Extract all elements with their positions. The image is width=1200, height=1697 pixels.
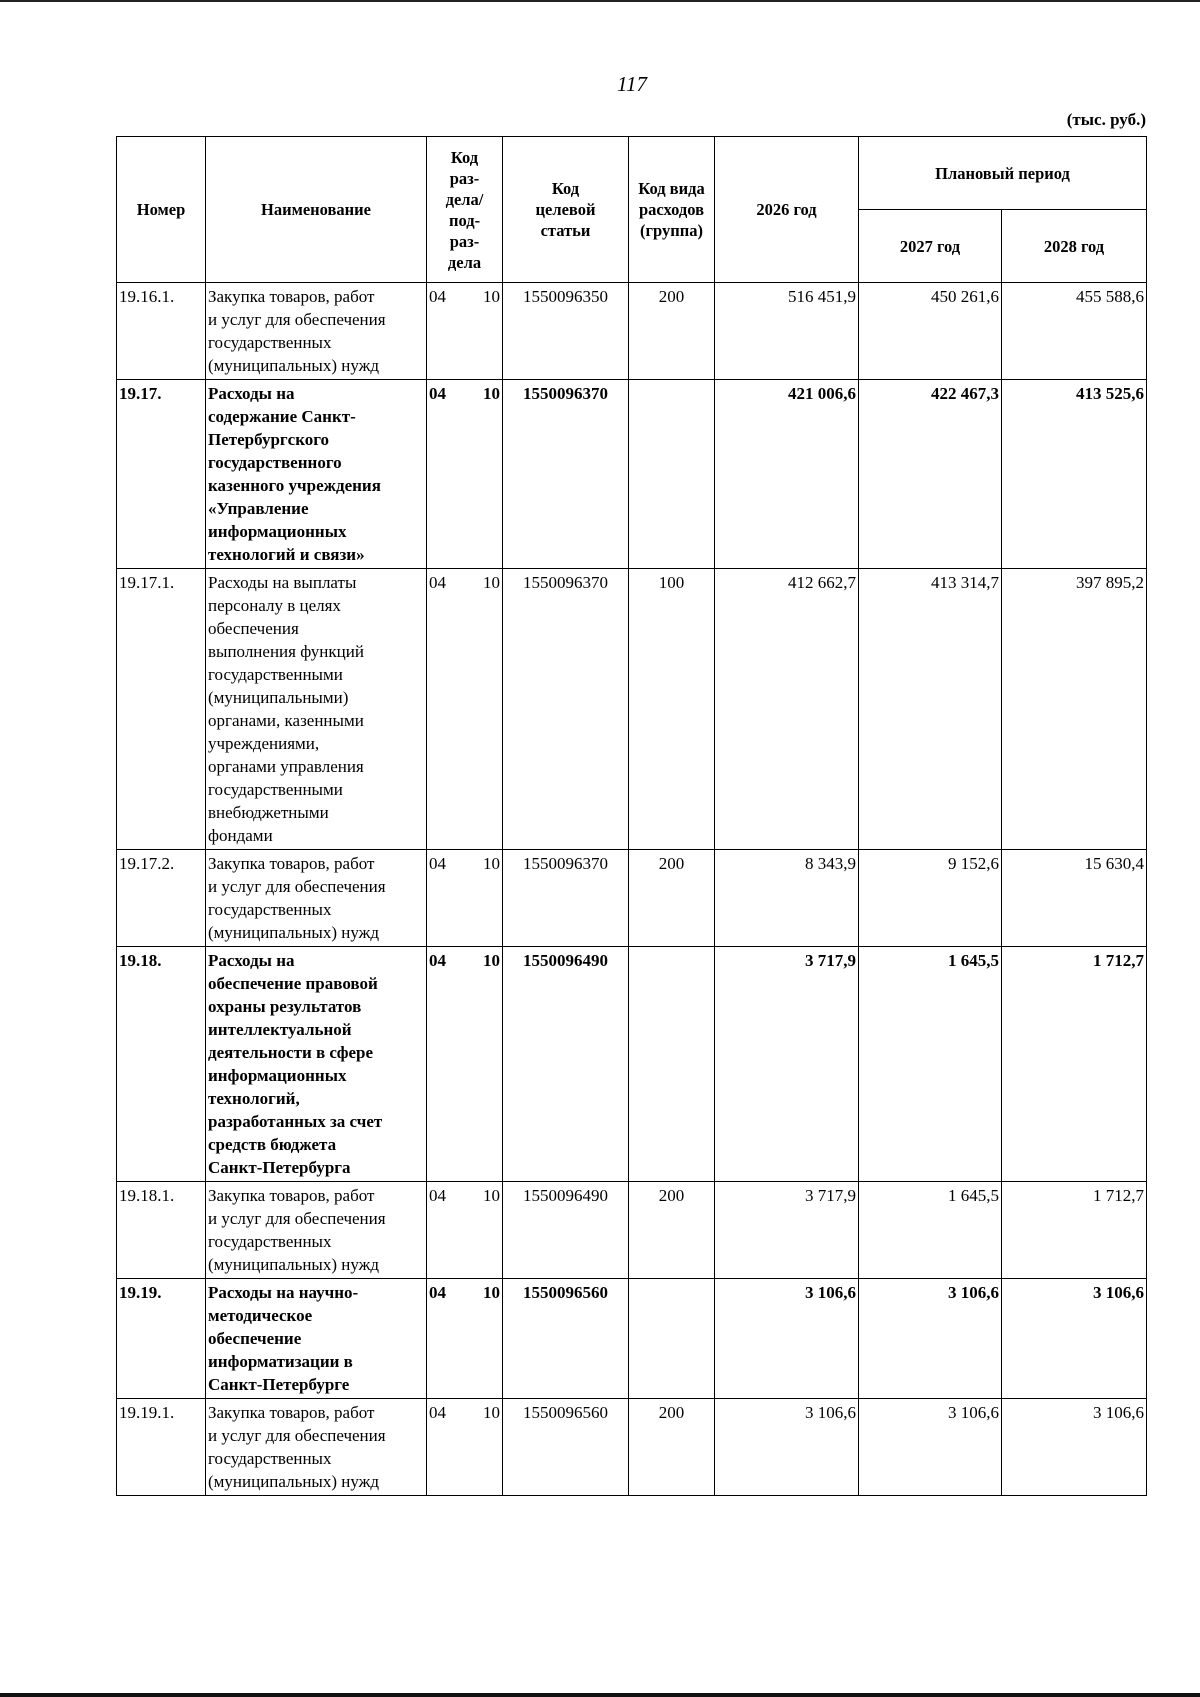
row-section-code [427, 569, 503, 850]
header-target-line: целевой [535, 200, 596, 219]
row-amount-2027: 1 645,5 [859, 1182, 1002, 1279]
table-row [117, 1182, 1147, 1279]
row-name-line: информационных [208, 522, 347, 541]
row-number: 19.17.2. [117, 850, 206, 947]
row-amount-2026: 516 451,9 [715, 283, 859, 380]
row-name [206, 569, 427, 850]
row-amount-2027: 3 106,6 [859, 1399, 1002, 1496]
table-row [117, 947, 1147, 1182]
page-number: 117 [617, 72, 647, 96]
row-number: 19.18.1. [117, 1182, 206, 1279]
row-section-code [427, 947, 503, 1182]
row-name-line: обеспечение правовой [208, 974, 378, 993]
row-name-line: разработанных за счет [208, 1112, 383, 1131]
header-section-line: раз- [449, 231, 480, 251]
row-amount-2026: 3 717,9 [715, 947, 859, 1182]
row-amount-2026: 412 662,7 [715, 569, 859, 850]
row-number: 19.19.1. [117, 1399, 206, 1496]
row-target-code: 1550096370 [503, 569, 629, 850]
row-amount-2028: 397 895,2 [1002, 569, 1147, 850]
row-expense-type [629, 380, 715, 569]
row-subsection: 10 [483, 854, 500, 873]
row-section: 04 [429, 287, 446, 306]
header-planned-period: Плановый период [859, 137, 1147, 210]
row-target-code: 1550096490 [503, 1182, 629, 1279]
row-target-code: 1550096490 [503, 947, 629, 1182]
header-section-code [427, 137, 503, 283]
header-expense-type [629, 137, 715, 283]
table-row [117, 850, 1147, 947]
row-expense-type: 200 [629, 1399, 715, 1496]
row-amount-2027: 450 261,6 [859, 283, 1002, 380]
header-target-line: Код [551, 179, 580, 198]
header-section-line: раз- [449, 168, 480, 188]
row-amount-2027: 422 467,3 [859, 380, 1002, 569]
header-exptype-line: Код вида [638, 179, 705, 198]
row-amount-2026: 421 006,6 [715, 380, 859, 569]
table-row [117, 1399, 1147, 1496]
row-expense-type: 100 [629, 569, 715, 850]
row-name-line: государственных [208, 1232, 332, 1251]
row-expense-type: 200 [629, 850, 715, 947]
row-name-line: Расходы на [208, 951, 295, 970]
row-amount-2028: 413 525,6 [1002, 380, 1147, 569]
row-name-line: казенного учреждения [208, 476, 381, 495]
row-name-line: (муниципальных) нужд [208, 1472, 380, 1491]
row-amount-2027: 9 152,6 [859, 850, 1002, 947]
row-amount-2026: 3 106,6 [715, 1399, 859, 1496]
row-name-line: Закупка товаров, работ [208, 854, 375, 873]
row-name-line: (муниципальных) нужд [208, 923, 380, 942]
row-number: 19.17.1. [117, 569, 206, 850]
table-row [117, 1279, 1147, 1399]
row-name-line: Петербургского [208, 430, 330, 449]
row-subsection: 10 [483, 573, 500, 592]
row-number: 19.19. [117, 1279, 206, 1399]
row-number: 19.16.1. [117, 283, 206, 380]
row-section-code [427, 1182, 503, 1279]
row-name-line: Расходы на выплаты [208, 573, 357, 592]
row-target-code: 1550096370 [503, 380, 629, 569]
header-exptype-line: (группа) [640, 221, 703, 240]
row-name-line: содержание Санкт- [208, 407, 356, 426]
row-name-line: государственных [208, 333, 332, 352]
row-name-line: органами, казенными [208, 711, 364, 730]
row-section-code [427, 1279, 503, 1399]
row-name [206, 1182, 427, 1279]
header-2026: 2026 год [715, 137, 859, 283]
header-name: Наименование [206, 137, 427, 283]
row-name-line: интеллектуальной [208, 1020, 352, 1039]
row-name-line: Санкт-Петербурге [208, 1375, 350, 1394]
row-name-line: охраны результатов [208, 997, 362, 1016]
header-section-line: дела/ [445, 189, 484, 209]
row-name-line: учреждениями, [208, 734, 320, 753]
row-name-line: государственных [208, 900, 332, 919]
header-section-line: под- [448, 210, 481, 230]
row-number: 19.18. [117, 947, 206, 1182]
row-name-line: государственными [208, 780, 343, 799]
budget-table [116, 136, 1147, 1496]
row-expense-type [629, 947, 715, 1182]
row-name-line: Расходы на научно- [208, 1283, 359, 1302]
row-target-code: 1550096560 [503, 1279, 629, 1399]
row-name-line: информационных [208, 1066, 347, 1085]
units-label: (тыс. руб.) [1066, 110, 1146, 129]
row-target-code: 1550096560 [503, 1399, 629, 1496]
row-name [206, 380, 427, 569]
row-name-line: «Управление [208, 499, 309, 518]
table-header [117, 137, 1147, 283]
row-amount-2027: 3 106,6 [859, 1279, 1002, 1399]
row-name-line: и услуг для обеспечения [208, 310, 386, 329]
header-number: Номер [117, 137, 206, 283]
row-subsection: 10 [483, 287, 500, 306]
header-target-code [503, 137, 629, 283]
row-name-line: персоналу в целях [208, 596, 341, 615]
row-section-code [427, 850, 503, 947]
row-amount-2026: 8 343,9 [715, 850, 859, 947]
header-target-line: статьи [540, 221, 591, 240]
row-name-line: деятельности в сфере [208, 1043, 374, 1062]
row-amount-2026: 3 106,6 [715, 1279, 859, 1399]
row-section-code [427, 283, 503, 380]
row-name-line: и услуг для обеспечения [208, 1426, 386, 1445]
row-name-line: и услуг для обеспечения [208, 877, 386, 896]
row-expense-type: 200 [629, 1182, 715, 1279]
row-name [206, 283, 427, 380]
row-section-code [427, 1399, 503, 1496]
row-name-line: обеспечение [208, 1329, 302, 1348]
row-section: 04 [429, 951, 446, 970]
row-amount-2028: 3 106,6 [1002, 1399, 1147, 1496]
row-name-line: (муниципальных) нужд [208, 1255, 380, 1274]
row-name-line: методическое [208, 1306, 313, 1325]
row-name-line: обеспечения [208, 619, 299, 638]
row-name-line: технологий и связи» [208, 545, 365, 564]
row-amount-2028: 455 588,6 [1002, 283, 1147, 380]
row-name-line: органами управления [208, 757, 364, 776]
table-row [117, 569, 1147, 850]
row-number: 19.17. [117, 380, 206, 569]
row-subsection: 10 [483, 1283, 500, 1302]
row-section-code [427, 380, 503, 569]
row-name-line: Закупка товаров, работ [208, 1403, 375, 1422]
row-section: 04 [429, 573, 446, 592]
row-name [206, 1279, 427, 1399]
row-section: 04 [429, 1283, 446, 1302]
row-name-line: (муниципальных) нужд [208, 356, 380, 375]
header-section-line: Код [450, 147, 479, 167]
scan-bottom-edge [0, 1693, 1200, 1697]
row-name-line: и услуг для обеспечения [208, 1209, 386, 1228]
table-row [117, 380, 1147, 569]
row-amount-2028: 1 712,7 [1002, 947, 1147, 1182]
row-subsection: 10 [483, 951, 500, 970]
row-name-line: информатизации в [208, 1352, 353, 1371]
row-name-line: государственного [208, 453, 342, 472]
row-subsection: 10 [483, 1186, 500, 1205]
row-name [206, 850, 427, 947]
row-subsection: 10 [483, 384, 500, 403]
header-exptype-line: расходов [638, 200, 705, 219]
row-expense-type [629, 1279, 715, 1399]
row-target-code: 1550096350 [503, 283, 629, 380]
row-expense-type: 200 [629, 283, 715, 380]
row-amount-2028: 3 106,6 [1002, 1279, 1147, 1399]
row-name-line: (муниципальными) [208, 688, 349, 707]
header-section-line: дела [447, 252, 482, 272]
row-name-line: Расходы на [208, 384, 295, 403]
row-section: 04 [429, 854, 446, 873]
row-name-line: государственных [208, 1449, 332, 1468]
row-name-line: Санкт-Петербурга [208, 1158, 351, 1177]
row-name [206, 947, 427, 1182]
header-2027: 2027 год [859, 210, 1002, 283]
row-name [206, 1399, 427, 1496]
row-name-line: Закупка товаров, работ [208, 1186, 375, 1205]
row-name-line: внебюджетными [208, 803, 329, 822]
header-2028: 2028 год [1002, 210, 1147, 283]
row-amount-2027: 1 645,5 [859, 947, 1002, 1182]
row-name-line: технологий, [208, 1089, 300, 1108]
row-target-code: 1550096370 [503, 850, 629, 947]
row-subsection: 10 [483, 1403, 500, 1422]
table-row [117, 283, 1147, 380]
row-name-line: фондами [208, 826, 273, 845]
row-amount-2027: 413 314,7 [859, 569, 1002, 850]
row-name-line: выполнения функций [208, 642, 364, 661]
row-name-line: средств бюджета [208, 1135, 337, 1154]
row-name-line: государственными [208, 665, 343, 684]
row-section: 04 [429, 1403, 446, 1422]
row-amount-2028: 1 712,7 [1002, 1182, 1147, 1279]
row-section: 04 [429, 384, 446, 403]
table-body [117, 283, 1147, 1496]
scan-top-edge [0, 0, 1200, 2]
row-amount-2026: 3 717,9 [715, 1182, 859, 1279]
row-section: 04 [429, 1186, 446, 1205]
row-name-line: Закупка товаров, работ [208, 287, 375, 306]
row-amount-2028: 15 630,4 [1002, 850, 1147, 947]
